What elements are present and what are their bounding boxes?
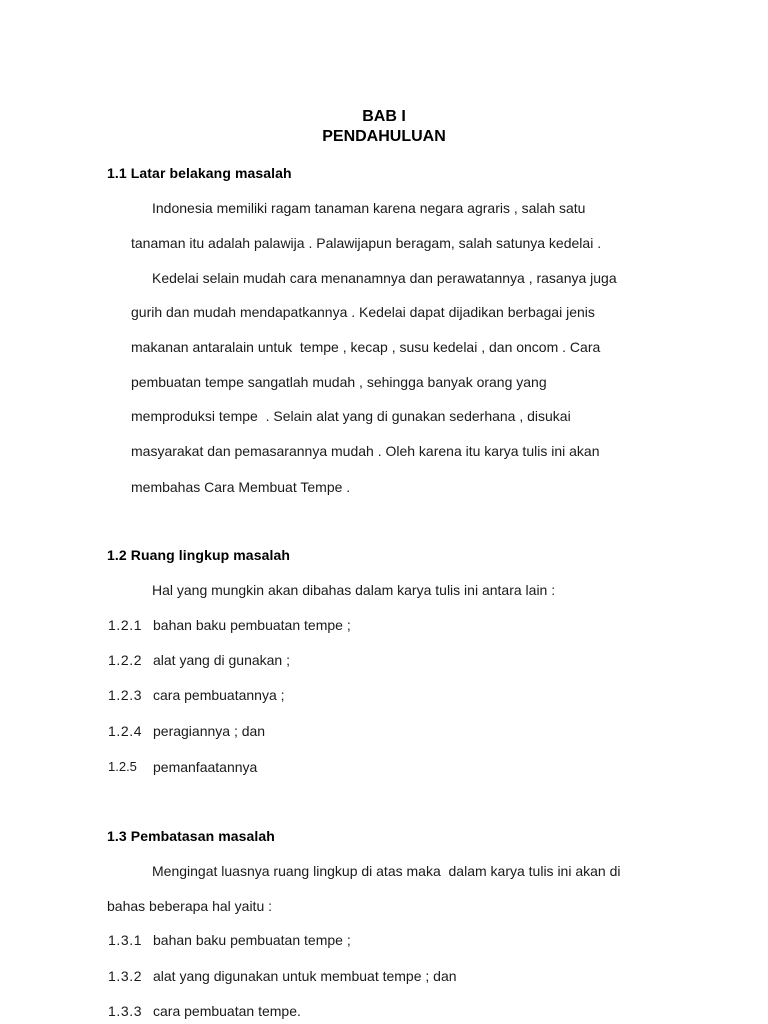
paragraph-line: makanan antaralain untuk tempe , kecap , susu kedelai , dan oncom . Cara <box>131 339 601 355</box>
paragraph-line: gurih dan mudah mendapatkannya . Kedelai dapat dijadikan berbagai jenis <box>131 304 595 320</box>
section-heading-1-2: 1.2 Ruang lingkup masalah <box>107 547 290 563</box>
list-item-number: 1.2.4 <box>108 723 143 739</box>
list-item-number: 1.2.3 <box>108 687 143 703</box>
list-item-number: 1.3.3 <box>108 1003 143 1019</box>
list-item-number: 1.2.2 <box>108 652 143 668</box>
paragraph-line: tanaman itu adalah palawija . Palawijapun beragam, salah satunya kedelai . <box>131 235 602 251</box>
paragraph-line: masyarakat dan pemasarannya mudah . Oleh karena itu karya tulis ini akan <box>131 443 600 459</box>
list-item: bahan baku pembuatan tempe ; <box>153 932 351 948</box>
section-intro: Mengingat luasnya ruang lingkup di atas maka dalam karya tulis ini akan di <box>152 863 621 879</box>
paragraph-line: pembuatan tempe sangatlah mudah , sehingga banyak orang yang <box>131 374 547 390</box>
chapter-number: BAB I <box>362 108 406 125</box>
paragraph-line: membahas Cara Membuat Tempe . <box>131 479 351 495</box>
list-item: alat yang di gunakan ; <box>153 652 290 668</box>
section-intro: Hal yang mungkin akan dibahas dalam karya tulis ini antara lain : <box>152 582 556 598</box>
list-item: cara pembuatan tempe. <box>153 1003 301 1019</box>
list-item-number: 1.3.2 <box>108 968 143 984</box>
list-item: bahan baku pembuatan tempe ; <box>153 617 351 633</box>
paragraph-line: Kedelai selain mudah cara menanamnya dan perawatannya , rasanya juga <box>152 270 617 286</box>
list-item-number: 1.2.5 <box>108 759 137 774</box>
list-item: alat yang digunakan untuk membuat tempe ; dan <box>153 968 457 984</box>
paragraph-line: memproduksi tempe . Selain alat yang di gunakan sederhana , disukai <box>131 408 571 424</box>
list-item-number: 1.2.1 <box>108 617 143 633</box>
section-intro: bahas beberapa hal yaitu : <box>107 898 273 914</box>
list-item: pemanfaatannya <box>153 759 258 775</box>
paragraph-line: Indonesia memiliki ragam tanaman karena negara agraris , salah satu <box>152 200 586 216</box>
list-item-number: 1.3.1 <box>108 932 143 948</box>
section-heading-1-1: 1.1 Latar belakang masalah <box>107 165 292 181</box>
chapter-title: PENDAHULUAN <box>322 128 446 145</box>
list-item: cara pembuatannya ; <box>153 687 285 703</box>
list-item: peragiannya ; dan <box>153 723 266 739</box>
section-heading-1-3: 1.3 Pembatasan masalah <box>107 828 275 844</box>
